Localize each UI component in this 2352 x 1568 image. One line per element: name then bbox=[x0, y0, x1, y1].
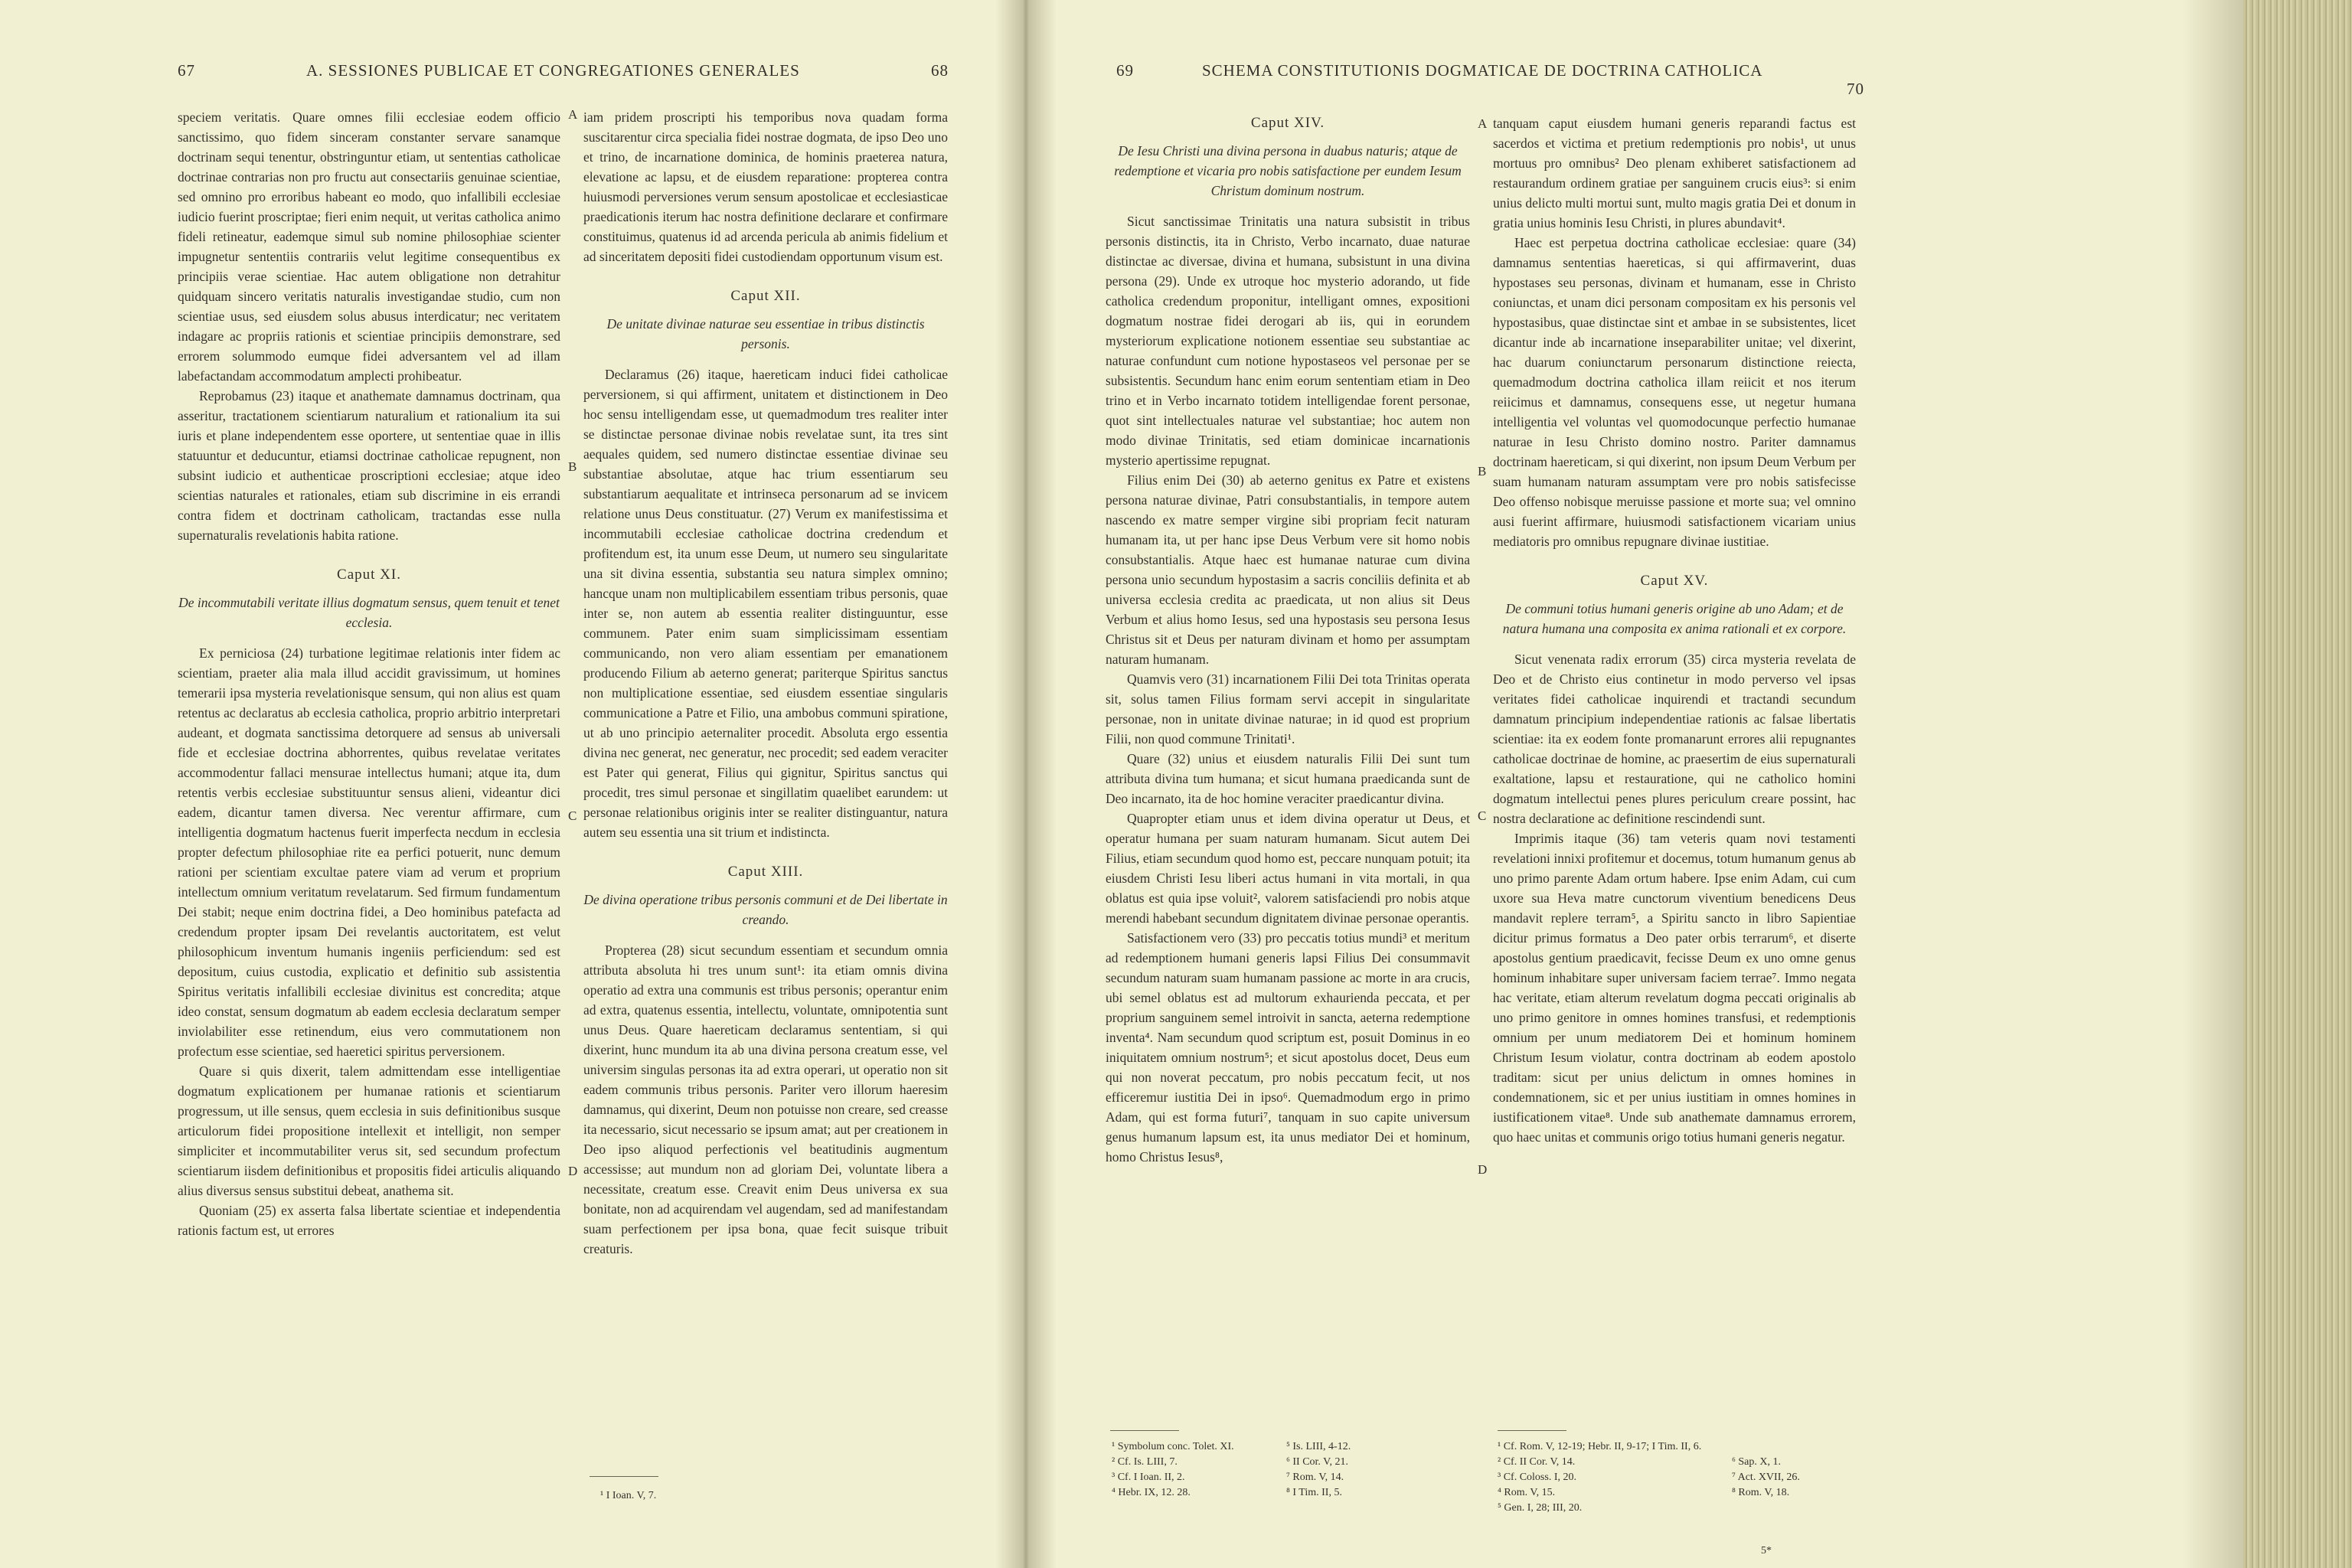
column-3 bbox=[1106, 113, 1470, 1167]
page-edges bbox=[2243, 0, 2352, 1568]
running-head-right: SCHEMA CONSTITUTIONIS DOGMATICAE DE DOCTRINA CATHOLICA bbox=[1202, 61, 1763, 80]
page-number-68: 68 bbox=[931, 61, 949, 80]
footnote: ² Cf. Is. LIII, 7. bbox=[1112, 1456, 1178, 1468]
chapter-subtitle: De unitate divinae naturae seu essentiae in tribus distinctis personis. bbox=[606, 316, 925, 351]
running-head-left: A. SESSIONES PUBLICAE ET CONGREGATIONES GENERALES bbox=[306, 61, 800, 80]
footnote-rule bbox=[1498, 1430, 1566, 1431]
footnote: ⁴ Rom. V, 15. bbox=[1498, 1487, 1556, 1498]
paragraph: tanquam caput eiusdem humani generis reparandi factus est sacerdos et victima et pretium redemptionis pro nobis¹, ut unus mortuus pro omnibus² Deo plenam exhiberet satisfactionem ad restaurandum ordinem gratiae per sanguinem crucis eius³: si enim unius delicto multi mortui sunt, multo magis gratia Dei et donum in gratia unius hominis Iesu Christi, in plures abundavit⁴. bbox=[1493, 116, 1856, 230]
footnotes-right bbox=[1286, 1439, 1439, 1501]
page-number-70: 70 bbox=[1847, 80, 1864, 98]
column-1 bbox=[178, 107, 560, 1240]
paragraph: speciem veritatis. Quare omnes filii ecclesiae eodem officio sanctissimo, quo fidem sinceram constanter servare sanamque doctrinam sequi tenentur, obstringuntur etiam, ut sententias catholicae doctrinae contrarias non pro fructu aut consectariis genuinae scientiae, sed omnino pro erroribus habeant eo modo, quo infallibili ecclesiae iudicio fuerint proscriptae; fieri enim nequit, ut veritas catholica animo fideli retineatur, eademque simul sub nomine philosophiae scienter impugnetur sententiis contrariis velut legitime consequentibus ex principiis verae scientiae. Hac autem obligatione non detrahitur quidquam sincero veritatis naturalis investigandae studio, cum non scientiae usus, sed eiusdem solus abusus interdicatur; nec veritatem indagare ac propriis rationis et scientiae principiis demonstrare, sed errorem solummodo eumque fidei adversantem vel ad illam labefactandam accommodatum amplecti prohibeatur. bbox=[178, 109, 560, 384]
margin-letter-b: B bbox=[1478, 464, 1487, 479]
chapter-heading: Caput XI. bbox=[337, 567, 401, 583]
margin-letter-a: A bbox=[568, 107, 578, 122]
paragraph: Ex perniciosa (24) turbatione legitimae relationis inter fidem ac scientiam, praeter alia mala illud accidit gravissimum, ut homines temerarii ipsa mysteria revelationisque sensum, qui non alius est quam retentus ac declaratus ab ecclesia catholica, proprio arbitrio interpretari audeant, et dogmata sanctissima detorquere ad sensus ab universali fide et ecclesiae doctrina abhorrentes, quibus revelatae veritates accommodentur fallaci mensurae intellectus humani; atque ita, dum retentis verbis ecclesiae substituuntur sensus alieni, videantur dici eadem, dicantur tamen diversa. Nec verentur affirmare, cum intelligentia dogmatum hactenus fuerit imperfecta necdum in ecclesia propter defectum philosophiae rite ea perfici potuerit, nunc demum rationi per scientiam excultae patere viam ad verum et proprium intellectum omnium veritatum revelatarum. Sed firmum fundamentum Dei stabit; neque enim doctrina fidei, a Deo hominibus patefacta ad credendum propter ipsam Dei revelantis auctoritatem, est velut philosophicum inventum humanis ingeniis perficiendum: sed est depositum, cuius custodia, explicatio et definitio sub assistentia Spiritus veritatis infallibili ecclesiae divinitus est concredita; atque ideo constat, sensum dogmatum ab eadem ecclesia declaratum semper inviolabiliter esse retinendum, eius vero commutationem non profectum esse scientiae, sed haeretici spiritus perversionem. bbox=[178, 645, 560, 1059]
chapter-subtitle: De incommutabili veritate illius dogmatum sensus, quem tenuit et tenet ecclesia. bbox=[178, 595, 560, 630]
paragraph: Quare (32) unius et eiusdem naturalis Filii Dei sunt tum attributa divina tum humana; et sicut humana praedicanda sunt de Deo incarnato, ita de hoc homine veraciter praedicantur divina. bbox=[1106, 751, 1470, 806]
footnote-rule bbox=[1110, 1430, 1179, 1431]
footnotes-right bbox=[1732, 1455, 1854, 1501]
footnote: ⁵ Gen. I, 28; III, 20. bbox=[1498, 1502, 1583, 1514]
footnote: ⁸ Rom. V, 18. bbox=[1732, 1487, 1790, 1498]
chapter-subtitle: De Iesu Christi una divina persona in duabus naturis; atque de redemptione et vicaria pro nobis satisfactione per eundem Iesum Christum dominum nostrum. bbox=[1114, 143, 1462, 198]
footnote: ¹ Cf. Rom. V, 12-19; Hebr. II, 9-17; I Tim. II, 6. bbox=[1498, 1441, 1702, 1452]
margin-letter-b: B bbox=[568, 459, 577, 474]
chapter-heading: Caput XIV. bbox=[1250, 115, 1325, 131]
page-edge-shadow bbox=[2182, 0, 2243, 1568]
footnote: ⁸ I Tim. II, 5. bbox=[1286, 1487, 1342, 1498]
footnote-rule bbox=[590, 1476, 658, 1477]
margin-letter-c: C bbox=[1478, 808, 1487, 823]
chapter-heading: Caput XV. bbox=[1640, 573, 1709, 589]
footnote: ⁶ Sap. X, 1. bbox=[1732, 1456, 1781, 1468]
paragraph: Quapropter etiam unus et idem divina operatur ut Deus, et operatur humana per suam naturam humanam. Sicut autem Dei Filius, etiam secundum quod homo est, peccare nunquam potuit; ita eiusdem Christi Iesu liberi actus humani in vita mortali, in qua oblatus est quia ipse voluit², valorem satisfaciendi pro nobis atque merendi habebant secundum dignitatem divinae personae operantis. bbox=[1106, 811, 1470, 926]
paragraph: Reprobamus (23) itaque et anathemate damnamus doctrinam, qua asseritur, tractationem scientiarum naturalium et rationalium ita sui iuris et plane independentem esse oportere, ut sententiae quae in illis statuuntur et deducuntur, etiamsi doctrinae catholicae repugnent, non subsint iudicio et authenticae proscriptioni ecclesiae; atque ideo scientias naturales et rationales, etiam sub discrimine in eis errandi contra fidem et doctrinam catholicam, tractandas esse nulla supernaturalis revelationis habita ratione. bbox=[178, 388, 560, 543]
paragraph: Quoniam (25) ex asserta falsa libertate scientiae et independentia rationis factum est, ut errores bbox=[178, 1203, 560, 1238]
paragraph: Imprimis itaque (36) tam veteris quam novi testamenti revelationi innixi profitemur et docemus, totum humanum genus ab uno primo parente Adam ortum habere. Ipse enim Adam, cui cum uxore sua Heva matre cunctorum viventium benedicens Deus mandavit replere terram⁵, a Spiritu sancto in libro Sapientiae dicitur primus formatus a Deo pater orbis terrarum⁶, et diserte apostolus gentium praedicavit, fecisse Deum ex uno omne genus hominum inhabitare super universam faciem terrae⁷. Immo negata hac veritate, etiam alterum revelatum dogma peccati originalis ab uno primo genitore in omnes homines transfusi, et redemptionis omnium per unum mediatorem Dei et hominum hominem Christum Iesum violatur, contra doctrinam ab eodem apostolo traditam: sicut per unius delictum in omnes homines in condemnationem, sic et per unius iustitiam in omnes homines in iustificationem vitae⁸. Unde sub anathemate damnamus errorem, quo haec unitas et communis origo totius humani generis negatur. bbox=[1493, 831, 1856, 1145]
footnotes-left bbox=[1498, 1439, 1727, 1516]
footnotes-left bbox=[1112, 1439, 1295, 1501]
footnote: ⁷ Rom. V, 14. bbox=[1286, 1472, 1344, 1483]
footnote: ¹ I Ioan. V, 7. bbox=[600, 1490, 657, 1501]
paragraph: Declaramus (26) itaque, haereticam induci fidei catholicae perversionem, si qui affirment, unitatem et distinctionem in Deo hoc sensu intelligendam esse, ut quemadmodum tres realiter inter se distinctae personae divinae nobis revelatae sunt, ita tres sint aequales quidem, sed numero distinctae essentiae divinae seu substantiae absolutae, atque hac trium essentiarum seu substantiarum aequalitate et intrinseca personarum ad se invicem relatione unus Deus constituatur. (27) Verum ex manifestissima et incommutabili ecclesiae catholicae doctrina credendum et profitendum est, ita unum esse Deum, ut numero seu singularitate una sit divina essentia, substantia seu natura simplex omnino; hancque unam non multiplicabilem essentiam tribus personis, quae inter se, non autem ab essentia realiter distinguuntur, esse communem. Pater enim suam simplicissimam essentiam communicando, non vero aliam essentiam per emanationem producendo Filium ab aeterno generat; pariterque Spiritus sanctus non multiplicatione essentiae, sed eiusdem essentiae singularis communicatione a Patre et Filio, una ambobus communi spiratione, ut ab uno principio aeternaliter procedit. Absoluta ergo essentia divina nec generat, nec generatur, nec procedit; sed eadem veraciter est Pater qui generat, Filius qui gignitur, Spiritus sanctus qui procedit, tres simul personae et singillatim quaelibet earundem: ut personae relationibus originis inter se realiter distinguantur, natura autem seu essentia una sit trium et indistincta. bbox=[583, 367, 948, 840]
paragraph: Satisfactionem vero (33) pro peccatis totius mundi³ et meritum ad redemptionem humani generis lapsi Filius Dei consummavit secundum naturam suam humanam passione ac morte in ara crucis, ubi semel oblatus est ad multorum exhaurienda peccata, et per proprium sanguinem semel introivit in sancta, aeterna redemptione inventa⁴. Nam secundum quod scriptum est, posuit Dominus in eo iniquitatem omnium nostrum⁵; et sicut apostolus docet, Deus eum qui non noverat peccatum, pro nobis peccatum fecit, ut nos efficeremur iustitia Dei in ipso⁶. Quemadmodum ergo in primo Adam, qui est forma futuri⁷, tanquam in suo capite universum genus humanum lapsum est, ita unus mediator Dei et hominum, homo Christus Iesus⁸, bbox=[1106, 930, 1470, 1165]
chapter-subtitle: De divina operatione tribus personis communi et de Dei libertate in creando. bbox=[583, 892, 948, 927]
footnote: ⁷ Act. XVII, 26. bbox=[1732, 1472, 1800, 1483]
paragraph: Quamvis vero (31) incarnationem Filii Dei tota Trinitas operata sit, solus tamen Filius formam servi accepit in singularitate personae, non in unitate divinae naturae; in id quod est proprium Filii, non quod commune Trinitati¹. bbox=[1106, 671, 1470, 746]
paragraph: Quare si quis dixerit, talem admittendam esse intelligentiae dogmatum explicationem per humanae rationis et scientiarum progressum, ut ille sensus, quem ecclesia in suis definitionibus susque articulorum fidei propositione intellexit et intelligit, non semper simpliciter et incommutabiliter verus sit, sed secundum profectum scientiarum iisdem definitionibus et propositis fidei articulis aliquando alius diversus sensus substitui debeat, anathema sit. bbox=[178, 1063, 560, 1198]
footnote: ³ Cf. I Ioan. II, 2. bbox=[1112, 1472, 1185, 1483]
paragraph: Filius enim Dei (30) ab aeterno genitus ex Patre et existens persona naturae divinae, Patri consubstantialis, in tempore autem nascendo ex matre semper virgine sibi propriam fecit naturam humanam ita, ut per hanc ipse Deus Verbum vere sit homo nobis consubstantialis. Atque haec est humanae naturae cum divina persona unio secundum hypostasim a sacris conciliis definita et ab universa ecclesia credita ac praedicata, ut non alius sit Deus Verbum et alius homo Iesus, sed una hypostasis seu persona Iesus Christus sit et Deus per naturam divinam et homo per assumptam naturam humanam. bbox=[1106, 472, 1470, 667]
paragraph: Haec est perpetua doctrina catholicae ecclesiae: quare (34) damnamus sententias haereticas, si qui affirmaverint, duas hypostases seu personas, divinam et humanam, esse in Christo coniunctas, et unam dici personam compositam ex his personis vel hypostasibus, quae distinctae sint et ambae in se subsistentes, licet dicantur inde ab incarnatione inseparabiliter unitae; vel dixerint, hac duarum coniunctarum personarum distinctione reiecta, quemadmodum doctrina catholica illam reiicit et nos iterum reiicimus et damnamus, consequens esse, ut negetur humana intelligentia vel voluntas vel quomodocunque perfectio humanae naturae in Iesu Christo domino nostro. Pariter damnamus doctrinam haereticam, si qui dixerint, non ipsum Deum Verbum per suam humanam naturam assumptam vere pro nobis satisfecisse Deo offenso nobisque meruisse passione et morte sua; vel omnino ausi fuerint affirmare, huiusmodi satisfactionem vicariam unius mediatoris pro omnibus repugnare divinae iustitiae. bbox=[1493, 235, 1856, 549]
paragraph: Propterea (28) sicut secundum essentiam et secundum omnia attributa absoluta hi tres unum sunt¹: ita etiam omnis divina operatio ad extra una communis est tribus personis; operantur enim ad extra, quatenus essentia, intellectu, voluntate, omnipotentia sunt unus Deus. Quare haereticam declaramus sententiam, si qui dixerint, hunc mundum ita ab una divina persona creatum esse, vel universim singulas personas ita ad extra operari, ut operatio non sit eadem communis tribus personis. Pariter vero illorum haeresim damnamus, qui dixerint, Deum non potuisse non creare, sed creasse ita necessario, sicut necessario se ipsum amat; aut per creationem in Deo ipso aliquod perfectionis vel beatitudinis augmentum accessisse; aut mundum non ad gloriam Dei, voluntate libera a necessitate, creatum esse. Creavit enim Deus universa ex sua bonitate, non ad acquirendam vel augendam, sed ad manifestandam suam perfectionem per ipsa bona, quae fecit suisque tribuit creaturis. bbox=[583, 942, 948, 1256]
margin-letter-a: A bbox=[1478, 116, 1488, 131]
page-number-67: 67 bbox=[178, 61, 195, 80]
chapter-heading: Caput XIII. bbox=[727, 864, 804, 880]
column-2 bbox=[583, 107, 948, 1259]
footnote: ⁴ Hebr. IX, 12. 28. bbox=[1112, 1487, 1191, 1498]
margin-letter-d: D bbox=[1478, 1162, 1488, 1177]
footnote: ⁶ II Cor. V, 21. bbox=[1286, 1456, 1348, 1468]
footnote: ¹ Symbolum conc. Tolet. XI. bbox=[1112, 1441, 1234, 1452]
footnote: ² Cf. II Cor. V, 14. bbox=[1498, 1456, 1576, 1468]
chapter-heading: Caput XII. bbox=[730, 288, 801, 304]
paragraph: Sicut sanctissimae Trinitatis una natura subsistit in tribus personis distinctis, ita in Christo, Verbo incarnato, duae naturae distinctae ac diversae, divina et humana, subsistunt in una divina persona (29). Unde ex utroque hoc mysterio adorando, ut fide catholica credendum proponitur, intelligant omnes, expositioni dogmatum nostrae fidei derogari ab iis, qui in eorundem mysteriorum explicatione notionem essentiae seu substantiae ac naturae confundunt cum notione hypostaseos vel personae per se subsistentis. Secundum hanc enim eorum sententiam etiam in Deo trino et in Verbo incarnato totidem intelligendae forent personae, quot sint intellectuales naturae vel substantiae; hoc autem non modo divinae Trinitatis, sed etiam dominicae incarnationis mysterio apertissime repugnat. bbox=[1106, 214, 1470, 468]
margin-letter-d: D bbox=[568, 1164, 578, 1178]
page-number-69: 69 bbox=[1116, 61, 1134, 80]
chapter-subtitle: De communi totius humani generis origine ab uno Adam; et de natura humana una composita ex anima rationali et ex corpore. bbox=[1502, 601, 1847, 636]
footnote: ³ Cf. Coloss. I, 20. bbox=[1498, 1472, 1576, 1483]
paragraph: iam pridem proscripti his temporibus nova quadam forma suscitarentur circa specialia fidei nostrae dogmata, de ipso Deo uno et trino, de incarnatione dominica, de hominis praeterea natura, elevatione ac lapsu, et de eiusdem reparatione: propterea contra huiusmodi perversiones verum sensum apostolicae et ecclesiasticae praedicationis iterum hac nostra definitione declarare et confirmare constituimus, quatenus id ad arcenda pericula ab animis fidelium et ad sinceritatem depositi fidei custodiendam opportunum visum est. bbox=[583, 109, 948, 264]
signature-mark: 5* bbox=[1761, 1545, 1772, 1557]
book-gutter bbox=[995, 0, 1057, 1568]
footnote: ⁵ Is. LIII, 4-12. bbox=[1286, 1441, 1351, 1452]
paragraph: Sicut venenata radix errorum (35) circa mysteria revelata de Deo et de Christo eius continetur in modo perverso vel ipsas veritates fidei catholicae inquirendi et tractandi secundum damnatum principium independentiae rationis ac falsae libertatis scientiae: ita ex eodem fonte promanarunt errores alii repugnantes catholicae doctrinae de homine, ac praesertim de eius supernaturali exaltatione, lapsu et restauratione, qui ne catholico homini dogmatum intellectui penes plures periculum creare possint, hac nostra declaratione ac definitione rescindendi sunt. bbox=[1493, 652, 1856, 826]
margin-letter-c: C bbox=[568, 808, 577, 823]
column-4 bbox=[1493, 113, 1856, 1147]
